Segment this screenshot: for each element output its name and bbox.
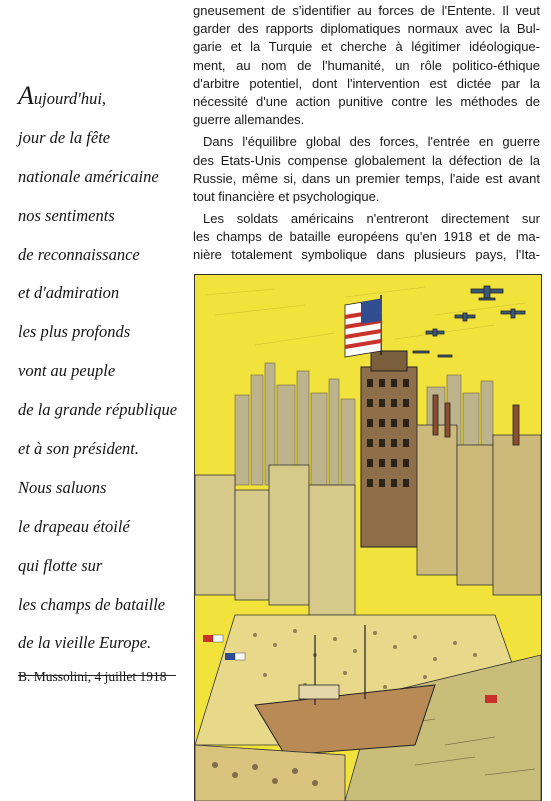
paragraph-3 [193, 210, 540, 265]
quote-line: jour de la fête [18, 127, 111, 147]
quote-line: de reconnaissance [18, 244, 140, 264]
text-line: les champs de bataille européens qu'en 1918 et de ma- [193, 229, 540, 245]
foreground-crowd [195, 745, 345, 801]
american-flag [345, 295, 381, 357]
quote-line: et à son président. [18, 439, 139, 459]
text-line: ment, au nom de l'humanité, un rôle politico-éthique [193, 57, 540, 73]
quote-dropcap: A [18, 81, 34, 110]
text-line: guerre allemandes. [193, 112, 305, 128]
text-line: gneusement de s'identifier au forces de l'Entente. Il veut [193, 3, 540, 18]
body-text [193, 2, 540, 265]
quote-line: les plus profonds [18, 322, 131, 342]
paragraph-1 [193, 2, 540, 129]
quote-line: de la grande république [18, 400, 178, 420]
quote-line: Nous saluons [18, 477, 107, 497]
attribution-rule [18, 675, 176, 676]
text-line: nécessité d'une action punitive contre les méthodes de [193, 93, 540, 109]
text-line: d'arbitre potentiel, dont l'intervention est dictée par la [193, 75, 540, 91]
text-line: garder des rapports diplomatiques normaux avec la Bul- [193, 21, 540, 37]
text-line: Dans l'équilibre global des forces, l'entrée en guerre [203, 134, 540, 150]
quote-line: qui flotte sur [18, 555, 103, 575]
quote-attribution: B. Mussolini, 4 juillet 1918 [18, 669, 167, 685]
text-line: tout financière et psychologique. [193, 188, 380, 204]
quote-block [18, 80, 188, 685]
quote-line: de la vieille Europe. [18, 633, 152, 653]
text-line: garie et la Turquie et cherche à légitimer idéologique- [193, 39, 540, 55]
text-line: des Etats-Unis compense globalement la défection de la [193, 152, 540, 168]
illustration-svg [195, 275, 541, 801]
buildings-left [195, 465, 355, 615]
text-line: nière totalement symbolique dans plusieurs pays, l'Ita- [193, 247, 540, 263]
quote-line [18, 80, 188, 119]
quote-line: le drapeau étoilé [18, 516, 130, 536]
quote-line: vont au peuple [18, 361, 116, 381]
paragraph-2 [193, 133, 540, 206]
illustration-poster [194, 274, 542, 801]
quote-line: nos sentiments [18, 205, 115, 225]
quote-line: nationale américaine [18, 166, 159, 186]
quote-line: et d'admiration [18, 283, 120, 303]
central-tower [361, 351, 417, 547]
quote-line: les champs de bataille [18, 594, 166, 614]
buildings-right [417, 425, 541, 595]
quote-line-text: ujourd'hui, [33, 89, 107, 108]
text-line: Russie, même si, dans un premier temps, l'aide est avant [193, 170, 540, 186]
text-line: Les soldats américains n'entreront directement sur [203, 211, 540, 227]
